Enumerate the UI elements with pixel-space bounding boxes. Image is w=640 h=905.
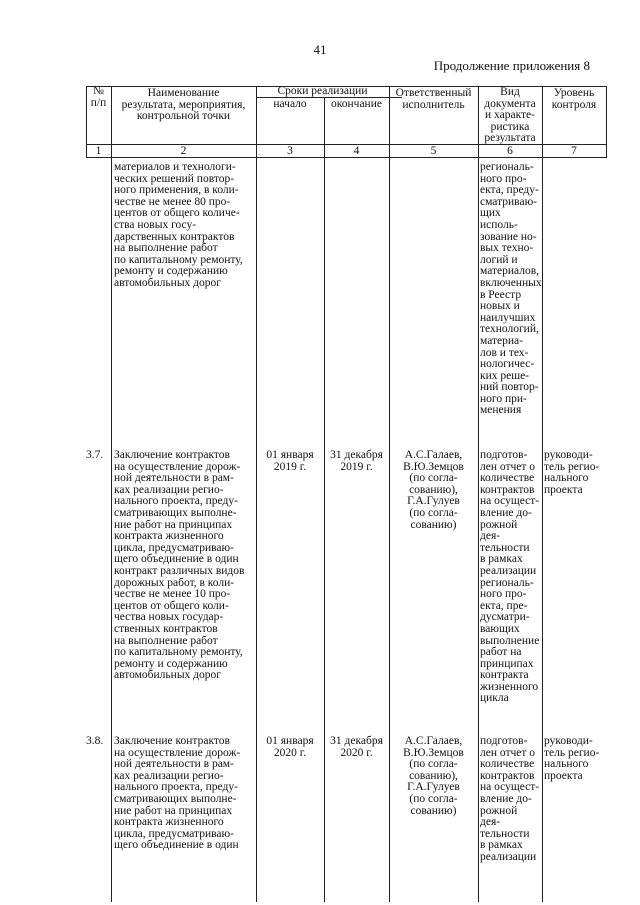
col-divider-5 [478, 86, 479, 902]
table-row-continued-document: региональ- ного про- екта, преду- сматриваю- щих исполь- зование но- вых техно- логий и материалов, включенных в Реестр новых и наилучших технологий, материа- лов и тех- нологичес- ких реше- ний повтор- ного при- менения [480, 161, 542, 417]
header-start: начало [273, 98, 307, 110]
row-3-8-start: 01 января 2020 г. [266, 735, 314, 759]
col-number-7: 7 [571, 145, 577, 157]
header-control: Уровень контроля [551, 87, 597, 111]
table-row-continued-name: материалов и технологи- ческих решений повтор- ного применения, в коли- честве не менее 80 про- центов от общего количе- ства новых госу- дарственных контрактов на выполнение работ по капитальному ремонту, ремонту и содержанию автомобильных дорог [114, 161, 243, 289]
row-3-8-name: Заключение контрактов на осуществление дорож- ной деятельности в рам- ках реализации регио- нального проекта, преду- сматривающих выполне- ние работ на принципах контракта жизненного цикла, предусматриваю- щего объединение в один [114, 735, 241, 852]
numbering-row-border [86, 157, 606, 158]
col-number-3: 3 [287, 145, 293, 157]
row-3-7-end: 31 декабря 2019 г. [330, 449, 383, 473]
header-name: Наименование результата, мероприятия, контрольной точки [121, 87, 246, 123]
header-document: Вид документа и характе- ристика результата [484, 86, 536, 145]
row-3-8-end: 31 декабря 2020 г. [330, 735, 383, 759]
row-3-7-document: подготов- лен отчет о количестве контрактов на осущест- вление до- рожной дея- тельности в рамках реализации региональ- ного про- екта, пре- дусматри- вающих выполнение работ на принципах контракта жизненного цикла [480, 449, 540, 705]
row-3-7-number: 3.7. [86, 449, 104, 461]
page-number: 41 [313, 42, 327, 57]
col-divider-6 [542, 86, 543, 902]
row-3-8-number: 3.8. [86, 735, 104, 747]
row-3-7-executor: А.С.Галаев, В.Ю.Земцов (по согла- сованию), Г.А.Гулуев (по согла- сованию) [403, 449, 464, 531]
col-divider-2 [256, 86, 257, 902]
col-divider-1 [111, 86, 112, 902]
schedule-table [86, 86, 606, 902]
table-right-border [606, 86, 607, 158]
col-number-5: 5 [430, 145, 437, 157]
col-number-2: 2 [180, 145, 187, 157]
row-3-8-executor: А.С.Галаев, В.Ю.Земцов (по согла- сованию), Г.А.Гулуев (по согла- сованию) [403, 735, 464, 817]
row-3-7-control: руководи- тель регио- нального проекта [544, 449, 600, 496]
row-3-8-control: руководи- тель регио- нального проекта [544, 735, 600, 782]
header-number: № п/п [90, 85, 107, 109]
header-end: окончание [331, 98, 382, 110]
row-3-7-name: Заключение контрактов на осуществление дорож- ной деятельности в рам- ках реализации регио- нального проекта, преду- сматривающих выполне- ние работ на принципах контракта жизненного цикла, предусматриваю- щего объединение в один контракт различных видов дорожных работ, в коли- честве не менее 10 про- центов от общего коли- чества новых государ- ственных контрактов на выполнение работ по капитальному ремонту, ремонту и содержанию автомобильных дорог [114, 449, 245, 682]
appendix-continuation-note: Продолжение приложения 8 [433, 58, 590, 73]
row-3-8-document: подготов- лен отчет о количестве контрактов на осущест- вление до- рожной дея- тельности в рамках реализации [480, 735, 540, 863]
col-number-6: 6 [507, 145, 513, 157]
col-divider-3 [324, 97, 325, 902]
header-executor: Ответственный исполнитель [395, 87, 472, 111]
row-3-7-start: 01 января 2019 г. [266, 449, 314, 473]
header-timing-group: Сроки реализации [277, 85, 368, 97]
col-number-1: 1 [95, 145, 102, 157]
col-number-4: 4 [353, 145, 360, 157]
